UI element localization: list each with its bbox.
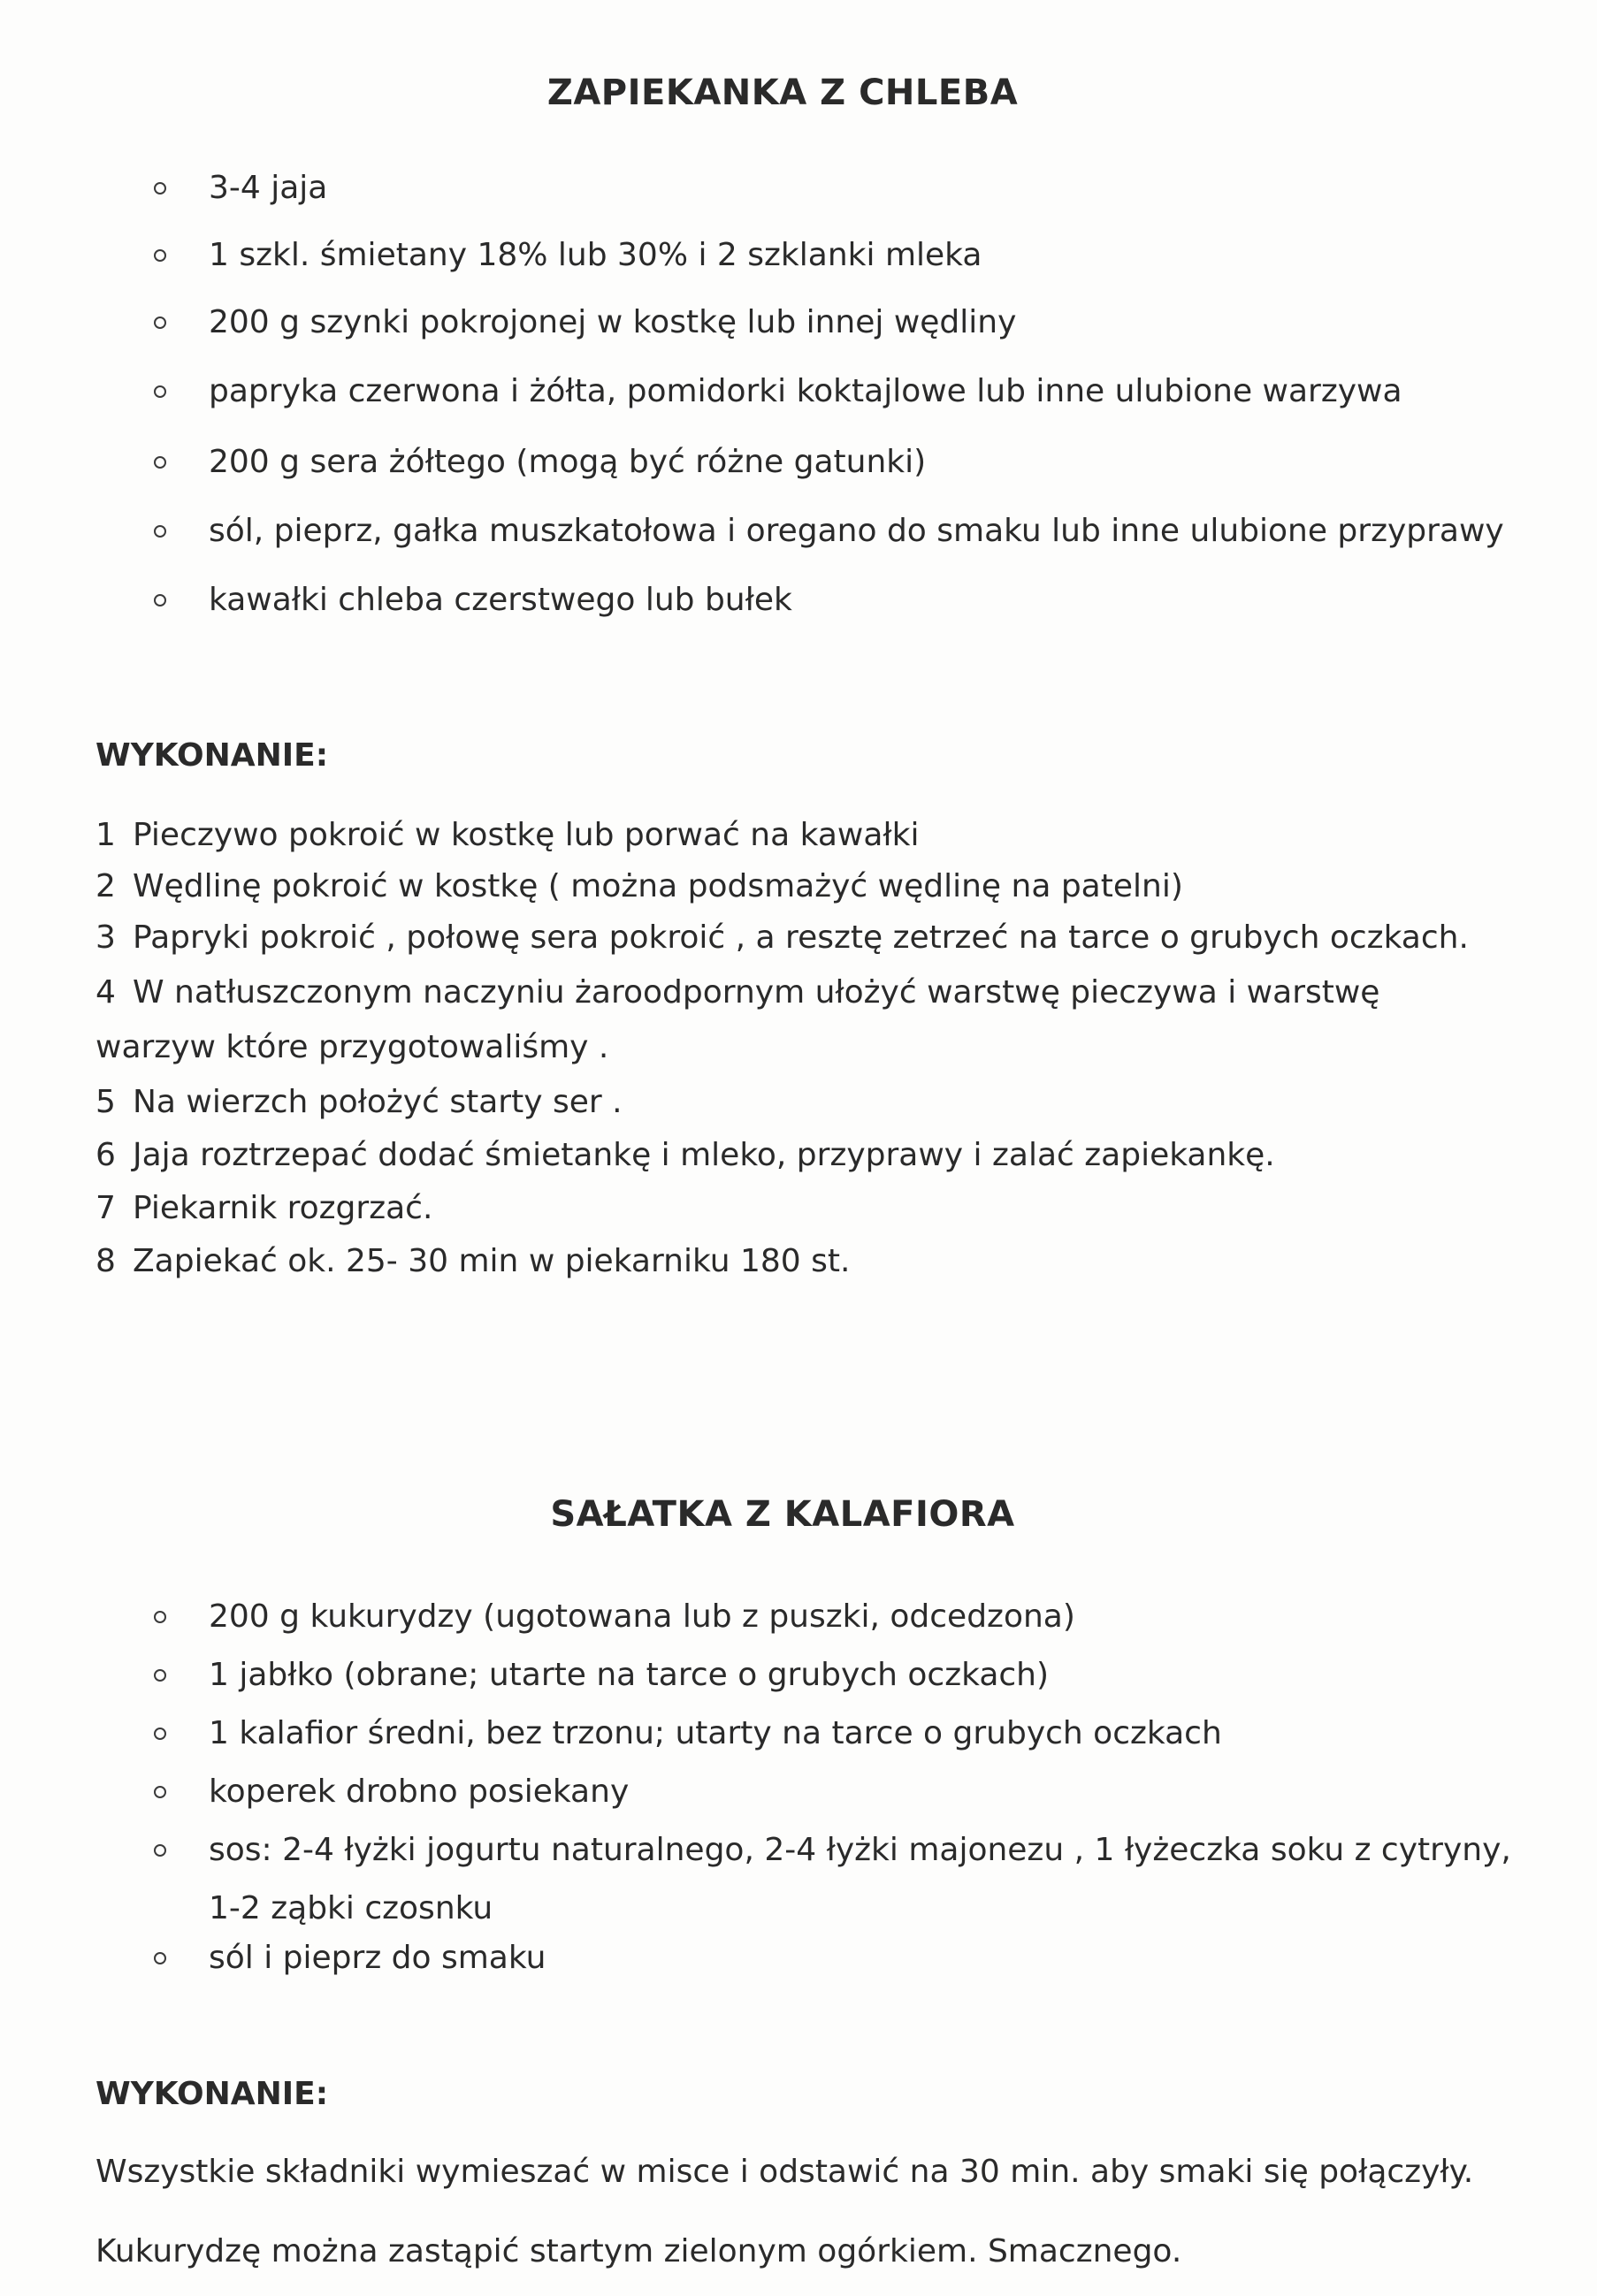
bullet-circle-icon bbox=[154, 594, 166, 606]
recipe-title-zapiekanka: ZAPIEKANKA Z CHLEBA bbox=[546, 72, 1019, 113]
method-step: 1 Pieczywo pokroić w kostkę lub porwać na kawałki bbox=[96, 817, 920, 853]
recipe-title-salatka: SAŁATKA Z KALAFIORA bbox=[550, 1494, 1015, 1535]
bullet-circle-icon bbox=[154, 317, 166, 329]
method-heading: WYKONANIE: bbox=[96, 737, 329, 774]
bullet-circle-icon bbox=[154, 456, 166, 469]
bullet-circle-icon bbox=[154, 1669, 166, 1682]
method-step: 5 Na wierzch położyć starty ser . bbox=[96, 1084, 623, 1120]
method-paragraph: Kukurydzę można zastąpić startym zielonym ogórkiem. Smacznego. bbox=[96, 2233, 1182, 2269]
method-step: 6 Jaja roztrzepać dodać śmietankę i mleko, przyprawy i zalać zapiekankę. bbox=[96, 1137, 1275, 1173]
method-step: 3 Papryki pokroić , połowę sera pokroić , a resztę zetrzeć na tarce o grubych oczkach. bbox=[96, 919, 1469, 956]
bullet-circle-icon bbox=[154, 1844, 166, 1857]
bullet-circle-icon bbox=[154, 1728, 166, 1740]
method-step: 4 W natłuszczonym naczyniu żaroodpornym ułożyć warstwę pieczywa i warstwę bbox=[96, 974, 1380, 1011]
method-heading: WYKONANIE: bbox=[96, 2076, 329, 2112]
bullet-circle-icon bbox=[154, 1611, 166, 1623]
bullet-circle-icon bbox=[154, 385, 166, 398]
bullet-circle-icon bbox=[154, 1952, 166, 1964]
document-page: ZAPIEKANKA Z CHLEBA 3-4 jaja 1 szkl. śmietany 18% lub 30% i 2 szklanki mleka 200 g szynki pokrojonej w kostkę lub innej wędliny papryka czerwona i żółta, pomidorki koktajlowe lub inne ulubione warzywa 200 g sera żółtego (mogą być różne gatunki) sól, pieprz, gałka muszkatołowa i oregano do smaku lub inne ulubione przyprawy kawałki chleba czerstwego lub bułek WYKONANIE: 1 Pieczywo pokroić w kostkę lub porwać na kawałki 2 Wędlinę pokroić w kostkę ( można podsmażyć wędlinę na patelni) 3 Papryki pokroić , połowę sera pokroić , a resztę zetrzeć na tarce o grubych oczkach. 4 W natłuszczonym naczyniu żaroodpornym ułożyć warstwę pieczywa i warstwę warzyw które przygotowaliśmy . 5 Na wierzch położyć starty ser . 6 Jaja roztrzepać dodać śmietankę i mleko, przyprawy i zalać zapiekankę. 7 Piekarnik rozgrzać. 8 Zapiekać ok. 25- 30 min w piekarniku 180 st. SAŁATKA Z KALAFIORA 200 g kukurydzy (ugotowana lub z puszki, odcedzona) 1 jabłko (obrane; utarte na tarce o grubych oczkach) 1 kalafior średni, bez trzonu; utarty na tarce o grubych oczkach koperek drobno posiekany sos: 2-4 łyżki jogurtu naturalnego, 2-4 łyżki majonezu , 1 łyżeczka soku z cytryny, 1-2 ząbki czosnku sól i pieprz do smaku WYKONANIE: Wszystkie składniki wymieszać w misce i odstawić na 30 min. aby smaki się połączyły. Kukurydzę można zastąpić startym zielonym ogórkiem. Smacznego. bbox=[0, 0, 1597, 2296]
method-step-continuation: warzyw które przygotowaliśmy . bbox=[96, 1029, 609, 1065]
method-step: 7 Piekarnik rozgrzać. bbox=[96, 1190, 433, 1226]
bullet-circle-icon bbox=[154, 249, 166, 262]
bullet-circle-icon bbox=[154, 1786, 166, 1798]
method-step: 2 Wędlinę pokroić w kostkę ( można podsmażyć wędlinę na patelni) bbox=[96, 868, 1183, 904]
method-paragraph: Wszystkie składniki wymieszać w misce i odstawić na 30 min. aby smaki się połączyły. bbox=[96, 2154, 1474, 2190]
bullet-circle-icon bbox=[154, 182, 166, 195]
bullet-circle-icon bbox=[154, 525, 166, 538]
method-step: 8 Zapiekać ok. 25- 30 min w piekarniku 180 st. bbox=[96, 1243, 851, 1279]
